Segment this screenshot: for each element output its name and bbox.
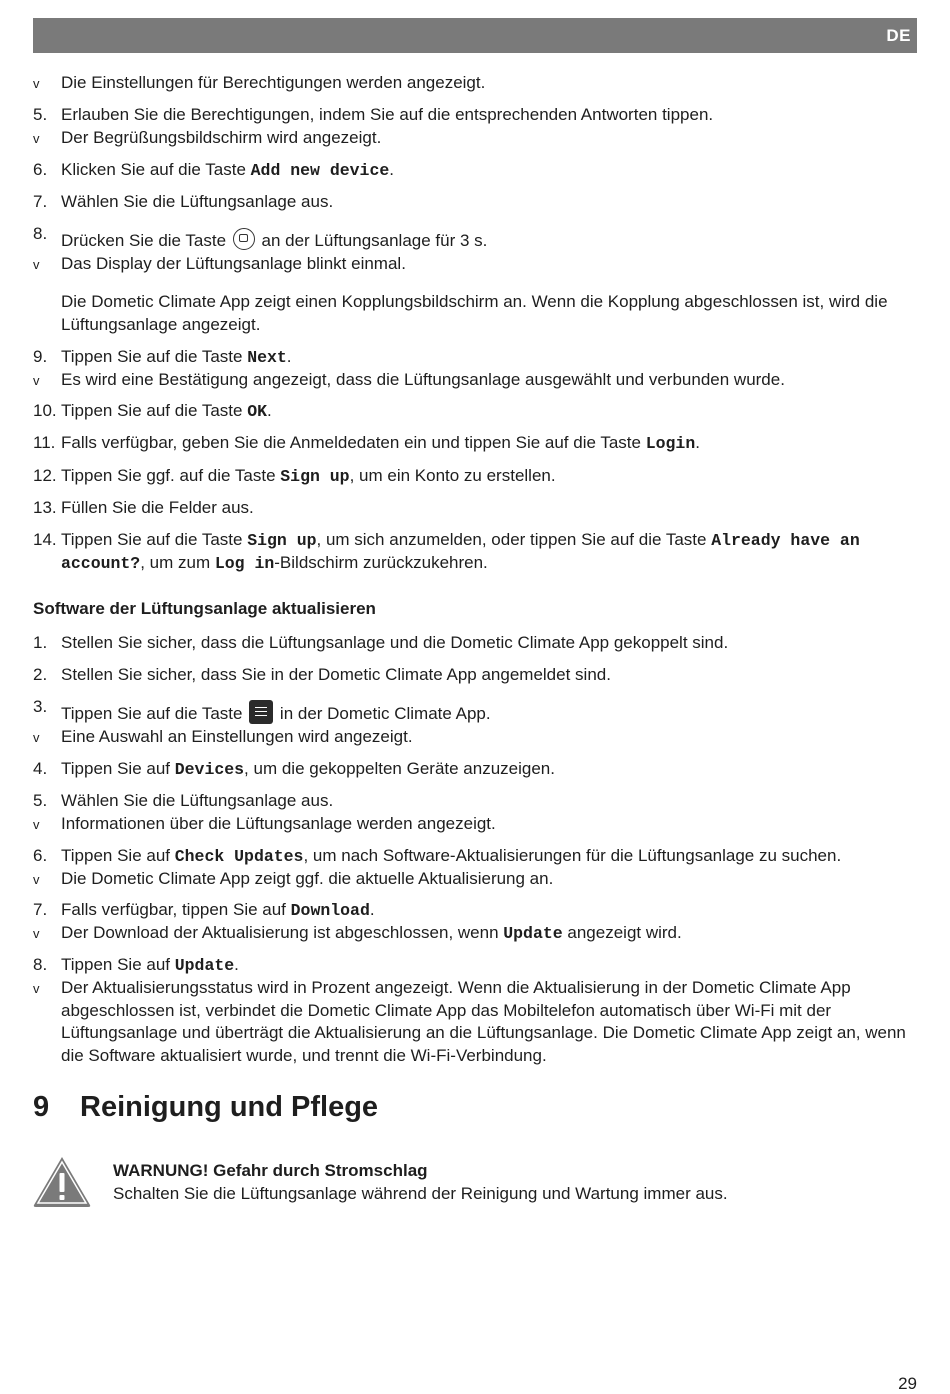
ui-command-sign-up: Sign up bbox=[280, 467, 350, 486]
step-text-part: , um die gekoppelten Geräte anzuzeigen. bbox=[244, 759, 555, 778]
step-text-part: Drücken Sie die Taste bbox=[61, 231, 231, 250]
step-text bbox=[61, 399, 920, 423]
step-text: Die Einstellungen für Berechtigungen werden angezeigt. bbox=[61, 73, 486, 92]
step-number: 5. bbox=[33, 105, 48, 124]
step-text-part: in der Dometic Climate App. bbox=[275, 704, 491, 723]
step-text: Wählen Sie die Lüftungsanlage aus. bbox=[61, 192, 334, 211]
step-text-part: . bbox=[286, 347, 292, 366]
ui-command-download: Download bbox=[290, 901, 370, 920]
step-text-part: Tippen Sie ggf. auf die Taste bbox=[61, 466, 281, 485]
chapter-heading bbox=[33, 1091, 378, 1124]
ui-command-sign-up: Sign up bbox=[247, 531, 317, 550]
step-number: 11. bbox=[33, 433, 56, 452]
step-text bbox=[61, 158, 920, 182]
step-text-part: . bbox=[389, 160, 394, 179]
result-marker: v bbox=[33, 817, 40, 832]
step-text bbox=[61, 551, 920, 575]
step-number: 10. bbox=[33, 401, 57, 420]
ui-command-check-updates: Check Updates bbox=[174, 847, 304, 866]
step-text-part: angezeigt wird. bbox=[562, 923, 682, 942]
ui-command-ok: OK bbox=[247, 402, 267, 421]
step-text-part: Tippen Sie auf die Taste bbox=[61, 347, 248, 366]
result-marker: v bbox=[33, 76, 40, 91]
device-button-icon bbox=[233, 228, 255, 250]
step-text: Wählen Sie die Lüftungsanlage aus. bbox=[61, 791, 334, 810]
step-text-part: -Bildschirm zurückzukehren. bbox=[274, 553, 488, 572]
warning-triangle-icon bbox=[32, 1155, 92, 1208]
step-text: Füllen Sie die Felder aus. bbox=[61, 498, 254, 517]
step-text: Lüftungsanlage und überträgt die Aktualisierung an die Lüftungsanlage. Die Dometic Climate App zeigt an, wenn bbox=[61, 1023, 906, 1042]
chapter-number: 9 bbox=[33, 1091, 50, 1123]
menu-icon bbox=[249, 700, 273, 724]
step-text: abgeschlossen ist, verbindet die Dometic Climate App das Mobiltelefon automatisch über Wi-Fi mit der bbox=[61, 1001, 832, 1020]
step-text: Informationen über die Lüftungsanlage werden angezeigt. bbox=[61, 814, 496, 833]
step-text: Stellen Sie sicher, dass Sie in der Dometic Climate App angemeldet sind. bbox=[61, 665, 611, 684]
step-number: 8. bbox=[33, 955, 48, 974]
ui-command-update: Update bbox=[503, 924, 563, 943]
ui-command-devices: Devices bbox=[174, 760, 245, 779]
step-text-part: an der Lüftungsanlage für 3 s. bbox=[256, 231, 488, 250]
step-text-part: , um nach Software-Aktualisierungen für die Lüftungsanlage zu suchen. bbox=[303, 846, 842, 865]
step-text bbox=[61, 757, 920, 781]
step-number: 8. bbox=[33, 224, 48, 243]
step-text-part: Tippen Sie auf die Taste bbox=[61, 704, 248, 723]
step-text: Der Aktualisierungsstatus wird in Prozent angezeigt. Wenn die Aktualisierung in der Dometic Climate App bbox=[61, 978, 851, 997]
step-text-part: , um sich anzumelden, oder tippen Sie auf die Taste bbox=[316, 530, 712, 549]
result-marker: v bbox=[33, 131, 40, 146]
step-text-part: Falls verfügbar, tippen Sie auf bbox=[61, 900, 291, 919]
step-text-part: Klicken Sie auf die Taste bbox=[61, 160, 251, 179]
step-number: 6. bbox=[33, 160, 48, 179]
step-text-part: Tippen Sie auf bbox=[61, 759, 175, 778]
step-text-part: . bbox=[267, 401, 272, 420]
step-text-part: , um zum bbox=[140, 553, 215, 572]
step-text: Stellen Sie sicher, dass die Lüftungsanlage und die Dometic Climate App gekoppelt sind. bbox=[61, 633, 729, 652]
step-number: 5. bbox=[33, 791, 48, 810]
step-text bbox=[61, 921, 920, 945]
step-text bbox=[61, 431, 920, 455]
ui-command-log-in: Log in bbox=[214, 554, 275, 573]
chapter-title: Reinigung und Pflege bbox=[80, 1091, 379, 1123]
step-text-part: Tippen Sie auf die Taste bbox=[61, 530, 248, 549]
result-marker: v bbox=[33, 257, 40, 272]
step-text: Der Begrüßungsbildschirm wird angezeigt. bbox=[61, 128, 382, 147]
result-marker: v bbox=[33, 373, 40, 388]
step-text-part: . bbox=[369, 900, 375, 919]
step-text bbox=[61, 844, 920, 868]
step-text-part: Tippen Sie auf die Taste bbox=[61, 401, 248, 420]
step-text-part: Tippen Sie auf bbox=[61, 846, 175, 865]
step-number: 14. bbox=[33, 530, 57, 549]
step-text bbox=[61, 702, 920, 727]
step-text-part: . bbox=[695, 433, 700, 452]
step-text: Die Dometic Climate App zeigt ggf. die aktuelle Aktualisierung an. bbox=[61, 869, 554, 888]
page-number: 29 bbox=[898, 1374, 917, 1393]
step-text: die Software aktualisiert wurde, und trennt die Wi-Fi-Verbindung. bbox=[61, 1046, 547, 1065]
step-text bbox=[61, 464, 920, 488]
step-text bbox=[61, 229, 920, 253]
ui-command-update: Update bbox=[174, 956, 235, 975]
step-text-part: Falls verfügbar, geben Sie die Anmeldedaten ein und tippen Sie auf die Taste bbox=[61, 433, 646, 452]
ui-command-login: Login bbox=[645, 434, 696, 453]
step-number: 6. bbox=[33, 846, 48, 865]
step-number: 7. bbox=[33, 192, 48, 211]
step-number: 13. bbox=[33, 498, 57, 517]
paragraph-text: Lüftungsanlage angezeigt. bbox=[61, 315, 261, 334]
step-number: 1. bbox=[33, 633, 48, 652]
step-number: 2. bbox=[33, 665, 48, 684]
step-text-part: , um ein Konto zu erstellen. bbox=[349, 466, 556, 485]
ui-command-add-new-device: Add new device bbox=[250, 161, 390, 180]
step-text: Erlauben Sie die Berechtigungen, indem Sie auf die entsprechenden Antworten tippen. bbox=[61, 105, 714, 124]
step-text bbox=[61, 345, 920, 369]
step-number: 3. bbox=[33, 697, 48, 716]
section-heading: Software der Lüftungsanlage aktualisieren bbox=[33, 599, 376, 618]
language-code: DE bbox=[886, 26, 911, 45]
step-text: Das Display der Lüftungsanlage blinkt einmal. bbox=[61, 254, 406, 273]
step-number: 9. bbox=[33, 347, 48, 366]
ui-command-already-have-an-account: Already have an bbox=[711, 531, 860, 550]
step-text: Es wird eine Bestätigung angezeigt, dass die Lüftungsanlage ausgewählt und verbunden wurde. bbox=[61, 370, 785, 389]
paragraph-text: Die Dometic Climate App zeigt einen Kopplungsbildschirm an. Wenn die Kopplung abgeschlossen ist, wird die bbox=[61, 292, 888, 311]
step-text bbox=[61, 898, 920, 922]
result-marker: v bbox=[33, 730, 40, 745]
step-number: 12. bbox=[33, 466, 57, 485]
step-number: 7. bbox=[33, 900, 48, 919]
result-marker: v bbox=[33, 926, 40, 941]
result-marker: v bbox=[33, 872, 40, 887]
step-text-part: Tippen Sie auf bbox=[61, 955, 175, 974]
step-text: Eine Auswahl an Einstellungen wird angezeigt. bbox=[61, 727, 413, 746]
ui-command-next: Next bbox=[247, 348, 287, 367]
warning-text: Schalten Sie die Lüftungsanlage während der Reinigung und Wartung immer aus. bbox=[113, 1184, 728, 1203]
step-number: 4. bbox=[33, 759, 48, 778]
step-text bbox=[61, 953, 920, 977]
step-text-part: . bbox=[234, 955, 239, 974]
step-text bbox=[61, 528, 920, 552]
step-text-part: Der Download der Aktualisierung ist abgeschlossen, wenn bbox=[61, 923, 504, 942]
ui-command-already-have-an-account: account? bbox=[61, 554, 141, 573]
warning-title: WARNUNG! Gefahr durch Stromschlag bbox=[113, 1161, 428, 1180]
language-header-bar bbox=[33, 18, 917, 53]
result-marker: v bbox=[33, 981, 40, 996]
